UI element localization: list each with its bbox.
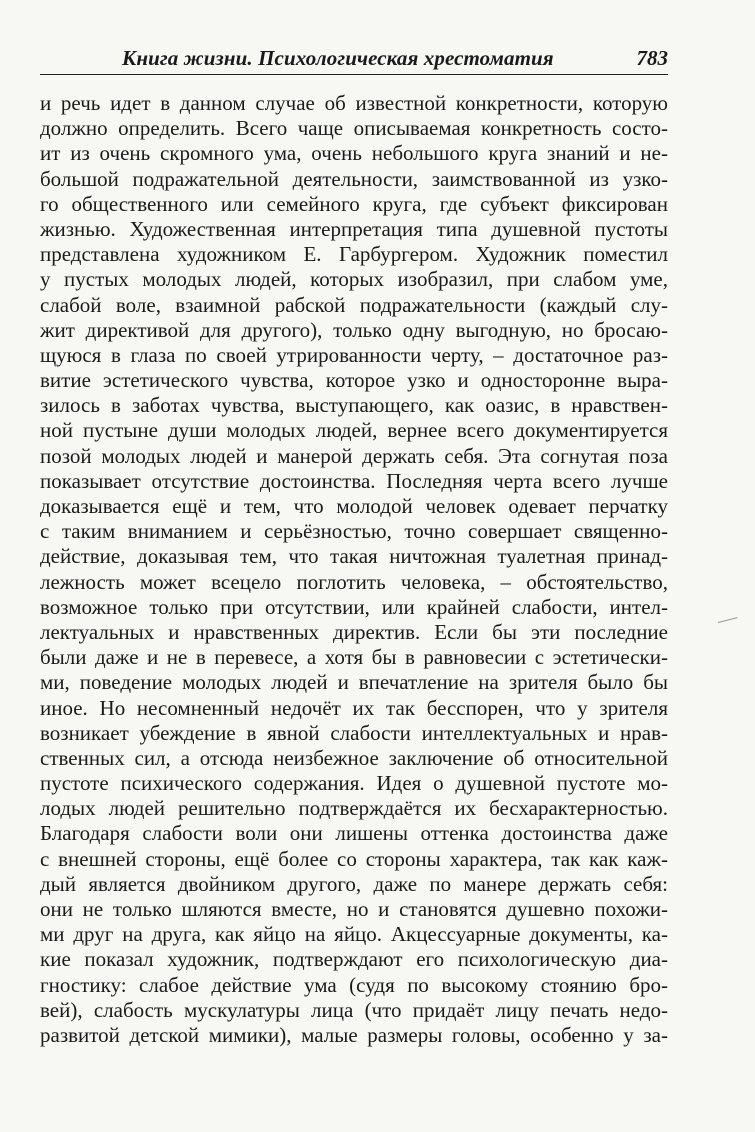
- text-line: показывает отсутствие достоинства. Последняя черта всего лучше: [40, 468, 668, 493]
- text-line: ит из очень скромного ума, очень небольшого круга знаний и не-: [40, 141, 668, 166]
- text-line: гностику: слабое действие ума (судя по высокому стоянию бро-: [40, 972, 668, 997]
- text-line: позой молодых людей и манерой держать себя. Эта согнутая поза: [40, 443, 668, 468]
- body-text: [40, 91, 668, 1048]
- text-line: возможное только при отсутствии, или крайней слабости, интел-: [40, 594, 668, 619]
- text-line: должно определить. Всего чаще описываемая конкретность состо-: [40, 116, 668, 141]
- text-line: ной пустыне души молодых людей, вернее всего документируется: [40, 418, 668, 443]
- text-line: большой подражательной деятельности, заимствованной из узко-: [40, 166, 668, 191]
- text-line: с внешней стороны, ещё более со стороны характера, так как каж-: [40, 846, 668, 871]
- text-line: жит директивой для другого), только одну выгодную, но бросаю-: [40, 317, 668, 342]
- text-line: у пустых молодых людей, которых изобразил, при слабом уме,: [40, 267, 668, 292]
- text-line: щуюся в глаза по своей утрированности черту, – достаточное раз-: [40, 342, 668, 367]
- text-line: действие, доказывая тем, что такая ничтожная туалетная принад-: [40, 544, 668, 569]
- text-line: развитой детской мимики), малые размеры головы, особенно у за-: [40, 1022, 668, 1047]
- text-line: дый является двойником другого, даже по манере держать себя:: [40, 871, 668, 896]
- running-header: [40, 44, 668, 72]
- text-line: слабой воле, взаимной рабской подражательности (каждый слу-: [40, 292, 668, 317]
- text-line: жизнью. Художественная интерпретация типа душевной пустоты: [40, 216, 668, 241]
- text-line: возникает убеждение в явной слабости интеллектуальных и нрав-: [40, 720, 668, 745]
- text-line: лектуальных и нравственных директив. Если бы эти последние: [40, 619, 668, 644]
- text-line: Благодаря слабости воли они лишены оттенка достоинства даже: [40, 821, 668, 846]
- text-line: зилось в заботах чувства, выступающего, как оазис, в нравствен-: [40, 393, 668, 418]
- text-line: они не только шляются вместе, но и становятся душевно похожи-: [40, 897, 668, 921]
- text-line: доказывается ещё и тем, что молодой человек одевает перчатку: [40, 494, 668, 518]
- text-line: были даже и не в перевесе, а хотя бы в равновесии с эстетически-: [40, 645, 668, 670]
- text-line: лежность может всецело поглотить человека, – обстоятельство,: [40, 569, 668, 594]
- text-line: и речь идет в данном случае об известной конкретности, которую: [40, 91, 668, 115]
- margin-mark: [718, 617, 738, 623]
- text-line: ми друг на друга, как яйцо на яйцо. Акцессуарные документы, ка-: [40, 922, 668, 947]
- text-line: го общественного или семейного круга, где субъект фиксирован: [40, 191, 668, 216]
- text-line: витие эстетического чувства, которое узко и односторонне выра-: [40, 368, 668, 393]
- text-line: ми, поведение молодых людей и впечатление на зрителя было бы: [40, 670, 668, 695]
- page-number: 783: [636, 46, 668, 70]
- text-line: иное. Но несомненный недочёт их так бесспорен, что у зрителя: [40, 695, 668, 720]
- text-line: ственных сил, а отсюда неизбежное заключение об относительной: [40, 745, 668, 770]
- book-title: Книга жизни. Психологическая хрестоматия: [122, 46, 554, 70]
- text-line: кие показал художник, подтверждают его психологическую диа-: [40, 947, 668, 972]
- text-line: лодых людей решительно подтверждаётся их бесхарактерностью.: [40, 796, 668, 821]
- text-line: представлена художником Е. Гарбургером. Художник поместил: [40, 242, 668, 267]
- header-rule: [40, 74, 668, 75]
- text-line: с таким вниманием и серьёзностью, точно совершает священно-: [40, 519, 668, 544]
- text-line: пустоте психического содержания. Идея о душевной пустоте мо-: [40, 771, 668, 796]
- text-line: вей), слабость мускулатуры лица (что придаёт лицу печать недо-: [40, 997, 668, 1022]
